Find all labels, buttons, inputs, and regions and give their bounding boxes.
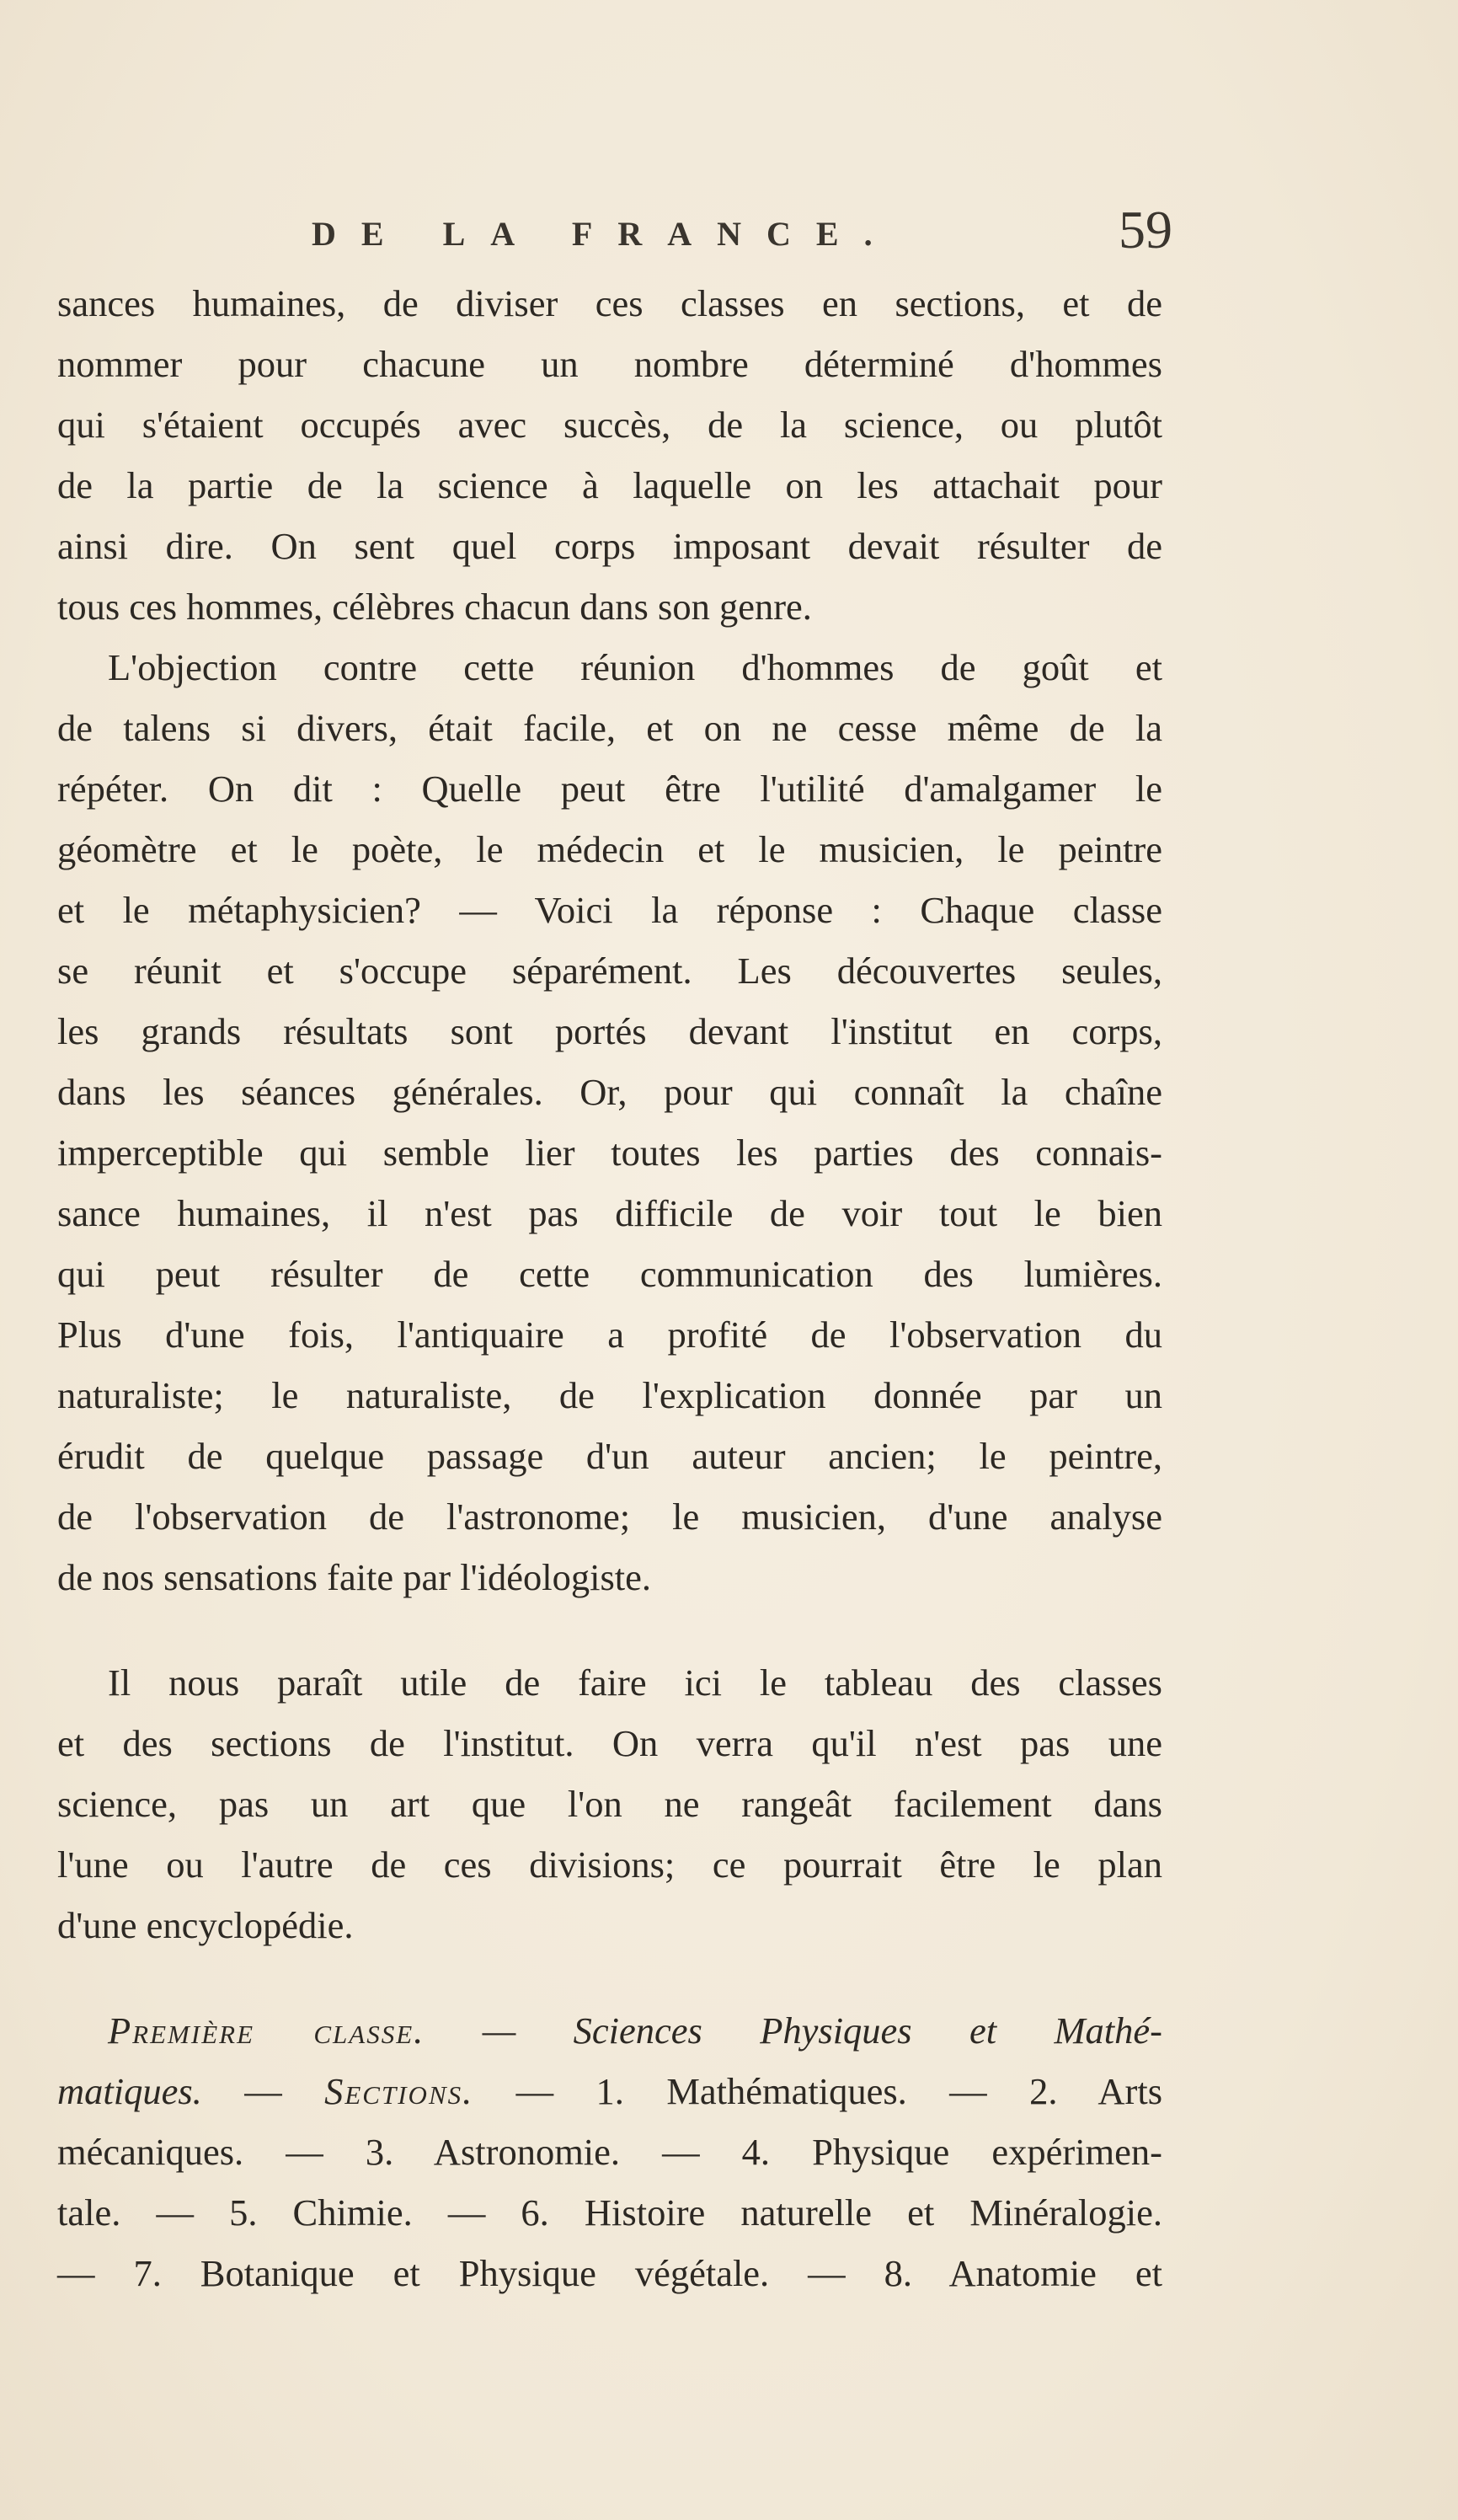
text-line: Plus d'une fois, l'antiquaire a profité de l'observation du bbox=[57, 1314, 1162, 1356]
text-line: Il nous paraît utile de faire ici le tableau des classes bbox=[108, 1661, 1162, 1704]
paragraph-1 bbox=[57, 273, 1162, 637]
text-line: et des sections de l'institut. On verra qu'il n'est pas une bbox=[57, 1722, 1162, 1764]
sections-list: — 1. Mathématiques. — 2. Arts bbox=[515, 2070, 1163, 2112]
dash: — bbox=[244, 2070, 282, 2112]
text-line: L'objection contre cette réunion d'hommes de goût et bbox=[108, 646, 1162, 688]
text-line: naturaliste; le naturaliste, de l'explication donnée par un bbox=[57, 1374, 1162, 1416]
text-line: mécaniques. — 3. Astronomie. — 4. Physique expérimen- bbox=[57, 2131, 1162, 2173]
text-line: science, pas un art que l'on ne rangeât facilement dans bbox=[57, 1783, 1162, 1825]
text-line: se réunit et s'occupe séparément. Les découvertes seules, bbox=[57, 950, 1162, 992]
sections-label: Sections. bbox=[324, 2070, 474, 2112]
class-title-cont: matiques. bbox=[57, 2070, 202, 2112]
text-line: de l'observation de l'astronome; le musicien, d'une analyse bbox=[57, 1495, 1162, 1538]
text-line: ainsi dire. On sent quel corps imposant devait résulter de bbox=[57, 525, 1162, 567]
text-line: qui s'étaient occupés avec succès, de la science, ou plutôt bbox=[57, 404, 1162, 446]
paragraph-3 bbox=[57, 1652, 1162, 1956]
text-line bbox=[57, 2000, 1162, 2061]
text-line: l'une ou l'autre de ces divisions; ce pourrait être le plan bbox=[57, 1843, 1162, 1886]
text-line: et le métaphysicien? — Voici la réponse : Chaque classe bbox=[57, 889, 1162, 931]
text-line bbox=[57, 2061, 1162, 2121]
text-line: qui peut résulter de cette communication des lumières. bbox=[57, 1253, 1162, 1295]
page-number: 59 bbox=[1119, 200, 1172, 259]
page-header bbox=[305, 199, 1172, 275]
body-text bbox=[57, 273, 1162, 2303]
paragraph-gap bbox=[57, 1956, 1162, 2000]
text-line: géomètre et le poète, le médecin et le musicien, le peintre bbox=[57, 828, 1162, 870]
text-line: tous ces hommes, célèbres chacun dans son genre. bbox=[57, 586, 812, 628]
text-line: répéter. On dit : Quelle peut être l'utilité d'amalgamer le bbox=[57, 768, 1162, 810]
text-line: tale. — 5. Chimie. — 6. Histoire naturelle et Minéralogie. bbox=[57, 2191, 1162, 2234]
paragraph-2 bbox=[57, 637, 1162, 1608]
text-line: d'une encyclopédie. bbox=[57, 1904, 354, 1946]
text-line: de talens si divers, était facile, et on ne cesse même de la bbox=[57, 707, 1162, 749]
text-line: dans les séances générales. Or, pour qui connaît la chaîne bbox=[57, 1071, 1162, 1113]
running-head: DE LA FRANCE. bbox=[312, 215, 898, 253]
text-line: sances humaines, de diviser ces classes en sections, et de bbox=[57, 282, 1162, 324]
text-line: de nos sensations faite par l'idéologiste. bbox=[57, 1556, 652, 1598]
paragraph-gap bbox=[57, 1608, 1162, 1652]
class-title: — Sciences Physiques et Mathé- bbox=[482, 2009, 1162, 2052]
text-line: sance humaines, il n'est pas difficile de voir tout le bien bbox=[57, 1192, 1162, 1234]
text-line: imperceptible qui semble lier toutes les parties des connais- bbox=[57, 1132, 1162, 1174]
class-label: Première classe. bbox=[108, 2009, 425, 2052]
text-line: — 7. Botanique et Physique végétale. — 8. Anatomie et bbox=[57, 2252, 1162, 2294]
text-line: les grands résultats sont portés devant l'institut en corps, bbox=[57, 1010, 1162, 1052]
text-line: de la partie de la science à laquelle on les attachait pour bbox=[57, 464, 1162, 506]
classes-paragraph bbox=[57, 2000, 1162, 2303]
text-line: érudit de quelque passage d'un auteur ancien; le peintre, bbox=[57, 1435, 1162, 1477]
text-line: nommer pour chacune un nombre déterminé d'hommes bbox=[57, 343, 1162, 385]
